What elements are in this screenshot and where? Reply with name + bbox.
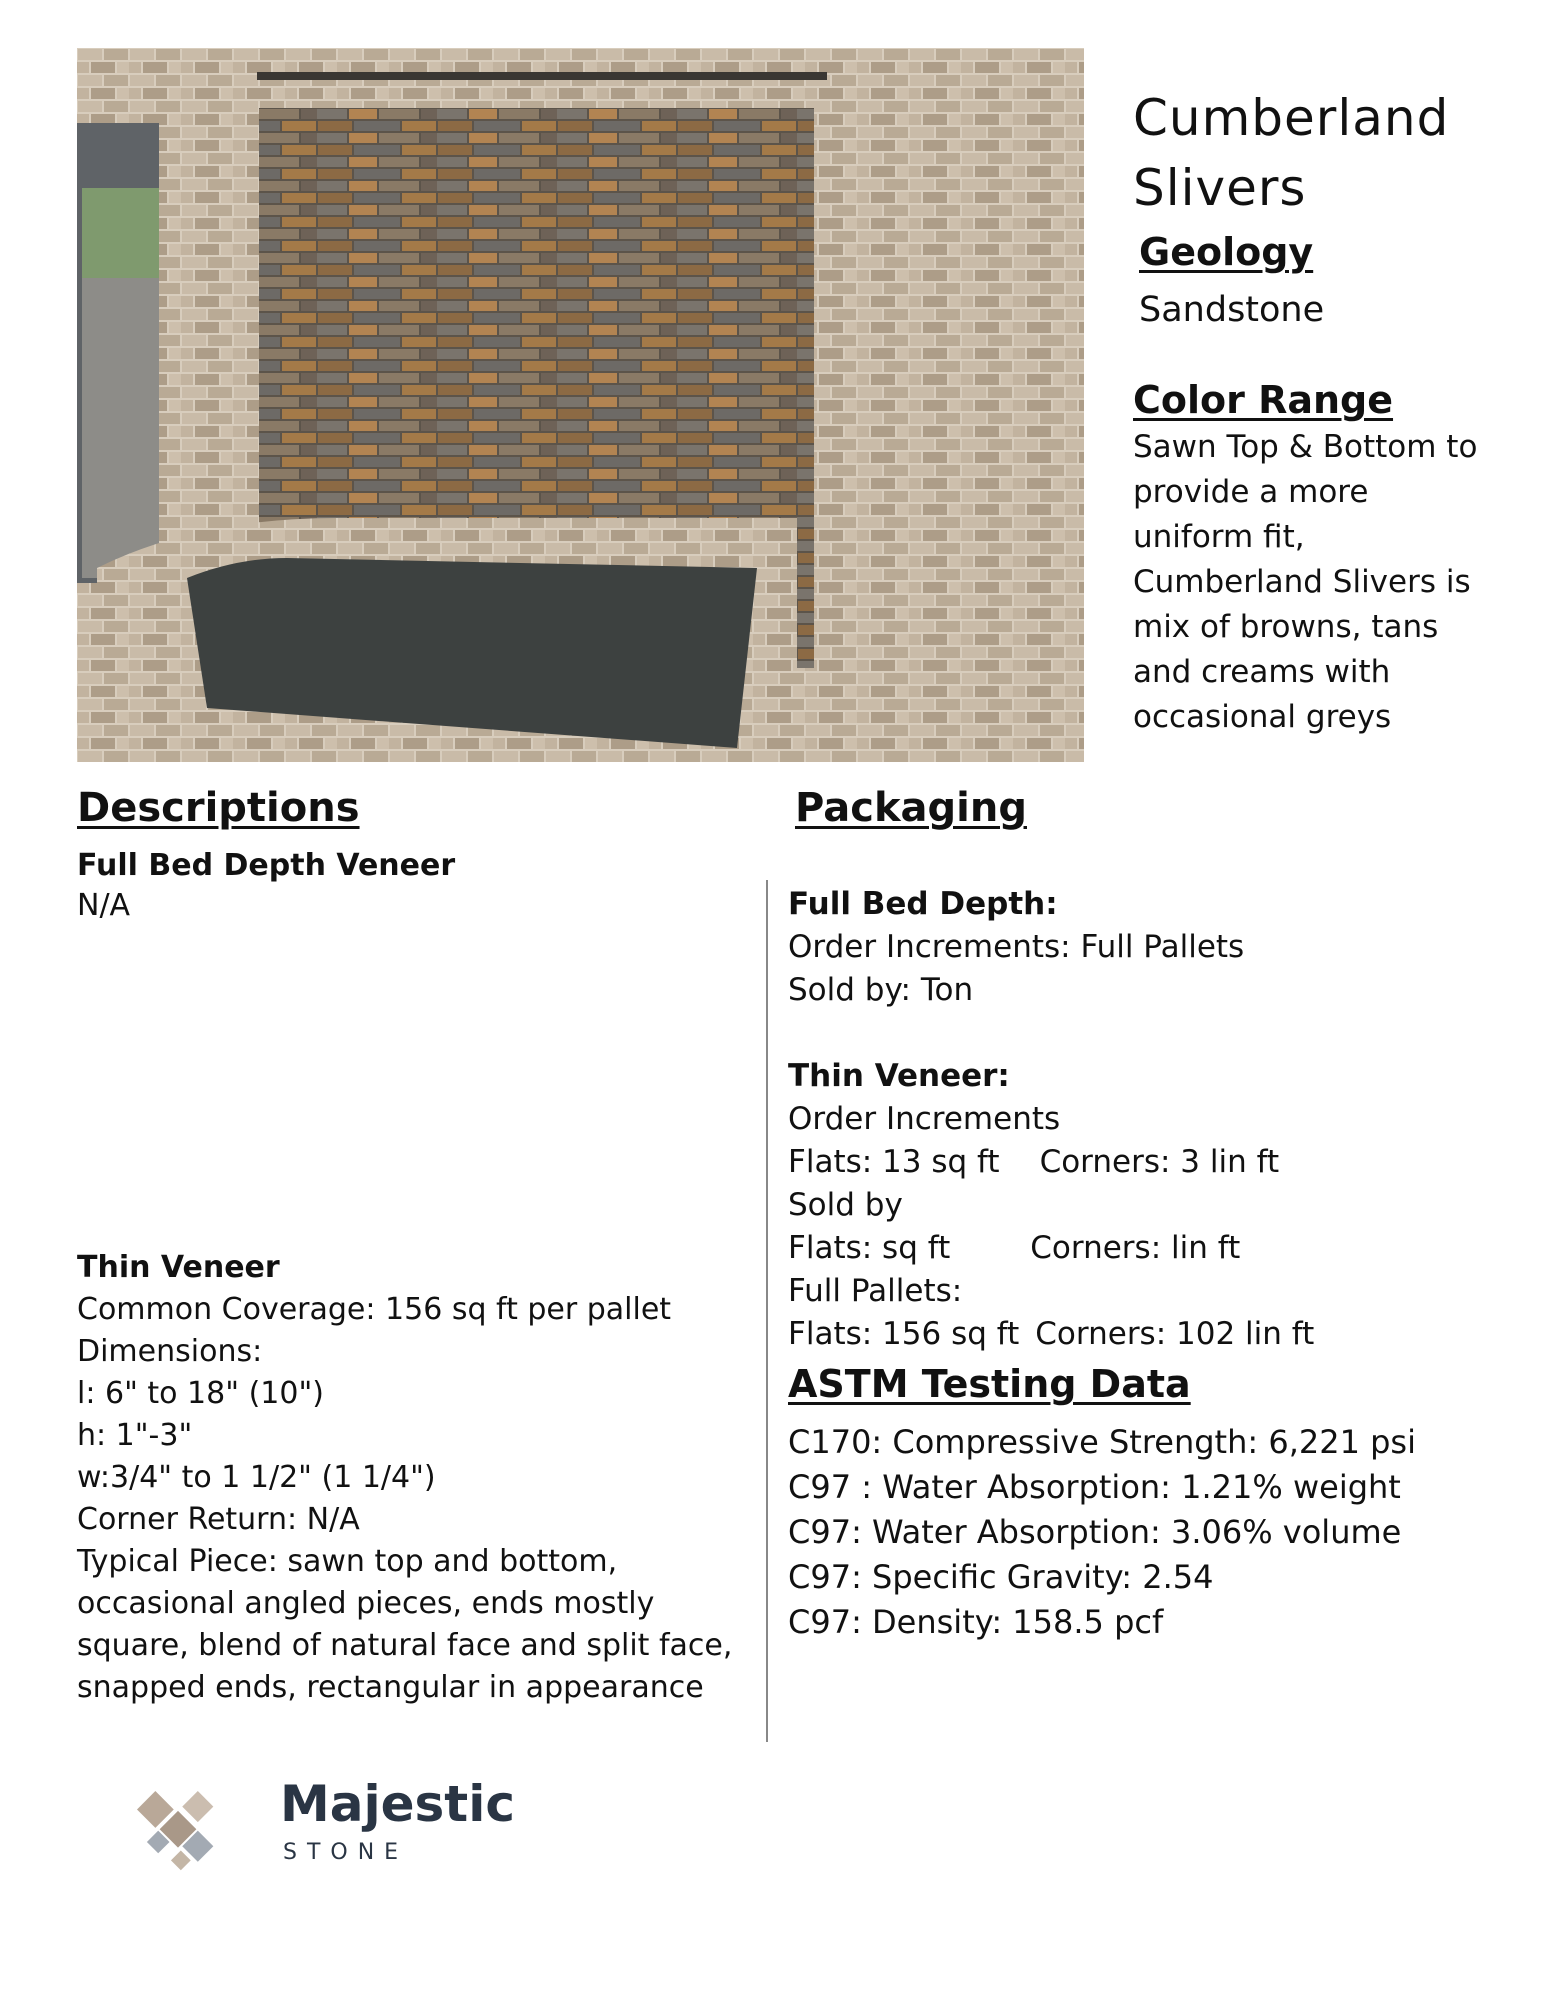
- color-range-line: mix of browns, tans: [1133, 609, 1439, 645]
- packaging-full-bed-title: Full Bed Depth:: [788, 886, 1058, 922]
- geology-heading: Geology: [1139, 230, 1314, 274]
- descriptions-heading: Descriptions: [77, 785, 360, 831]
- color-range-line: uniform fit,: [1133, 519, 1305, 555]
- color-range-line: Sawn Top & Bottom to: [1133, 429, 1478, 465]
- flats-pallet: Flats: 156 sq ft: [788, 1316, 1020, 1352]
- color-range-text: [1133, 425, 1533, 740]
- packaging-full-bed-increments: Order Increments: Full Pallets: [788, 929, 1245, 965]
- color-range-line: and creams with: [1133, 654, 1391, 690]
- packaging-thin-sold-by: Sold by: [788, 1187, 903, 1223]
- color-range-heading: Color Range: [1133, 378, 1394, 422]
- flats-increment: Flats: 13 sq ft: [788, 1144, 1000, 1180]
- column-divider: [766, 880, 768, 1742]
- product-title-line1: Cumberland: [1133, 89, 1450, 147]
- corners-increment: Corners: 3 lin ft: [1039, 1144, 1280, 1180]
- full-bed-veneer-value: N/A: [77, 888, 131, 923]
- thin-veneer-title: Thin Veneer: [77, 1250, 280, 1285]
- astm-line: C170: Compressive Strength: 6,221 psi: [788, 1423, 1416, 1461]
- thin-veneer-line: occasional angled pieces, ends mostly: [77, 1586, 655, 1621]
- thin-veneer-description: [77, 1247, 757, 1709]
- color-range-line: occasional greys: [1133, 699, 1392, 735]
- packaging-heading: Packaging: [795, 785, 1027, 831]
- packaging-sold-row: [788, 1227, 1508, 1270]
- thin-veneer-line: snapped ends, rectangular in appearance: [77, 1670, 704, 1705]
- packaging-full-bed-sold-by: Sold by: Ton: [788, 972, 974, 1008]
- astm-line: C97 : Water Absorption: 1.21% weight: [788, 1468, 1401, 1506]
- packaging-thin-veneer-title: Thin Veneer:: [788, 1058, 1010, 1094]
- color-range-line: provide a more: [1133, 474, 1369, 510]
- flats-sold: Flats: sq ft: [788, 1230, 951, 1266]
- product-title: [1133, 83, 1533, 223]
- thin-veneer-line: Typical Piece: sawn top and bottom,: [77, 1544, 618, 1579]
- thin-veneer-line: l: 6" to 18" (10"): [77, 1376, 324, 1411]
- full-bed-veneer-title: Full Bed Depth Veneer: [77, 848, 456, 883]
- logo-wordmark: Majestic: [280, 1775, 515, 1833]
- logo-mark-icon: [110, 1775, 270, 1875]
- packaging-increments-row: [788, 1141, 1508, 1184]
- packaging-details: [788, 845, 1508, 1356]
- corners-pallet: Corners: 102 lin ft: [1035, 1316, 1315, 1352]
- astm-line: C97: Water Absorption: 3.06% volume: [788, 1513, 1402, 1551]
- thin-veneer-line: Dimensions:: [77, 1334, 263, 1369]
- product-title-line2: Slivers: [1133, 159, 1307, 217]
- corners-sold: Corners: lin ft: [1030, 1230, 1241, 1266]
- thin-veneer-line: h: 1"-3": [77, 1418, 193, 1453]
- thin-veneer-line: Common Coverage: 156 sq ft per pallet: [77, 1292, 672, 1327]
- packaging-full-pallets: Full Pallets:: [788, 1273, 963, 1309]
- thin-veneer-line: w:3/4" to 1 1/2" (1 1/4"): [77, 1460, 436, 1495]
- packaging-thin-increments: Order Increments: [788, 1101, 1061, 1137]
- thin-veneer-line: Corner Return: N/A: [77, 1502, 360, 1537]
- astm-heading: ASTM Testing Data: [788, 1362, 1191, 1406]
- thin-veneer-line: square, blend of natural face and split face,: [77, 1628, 733, 1663]
- astm-line: C97: Density: 158.5 pcf: [788, 1603, 1164, 1641]
- logo-subtitle: STONE: [283, 1840, 409, 1865]
- packaging-pallet-row: [788, 1313, 1508, 1356]
- astm-line: C97: Specific Gravity: 2.54: [788, 1558, 1214, 1596]
- color-range-line: Cumberland Slivers is: [1133, 564, 1471, 600]
- product-photo: [77, 48, 1084, 762]
- geology-value: Sandstone: [1139, 290, 1325, 330]
- astm-data: [788, 1420, 1416, 1645]
